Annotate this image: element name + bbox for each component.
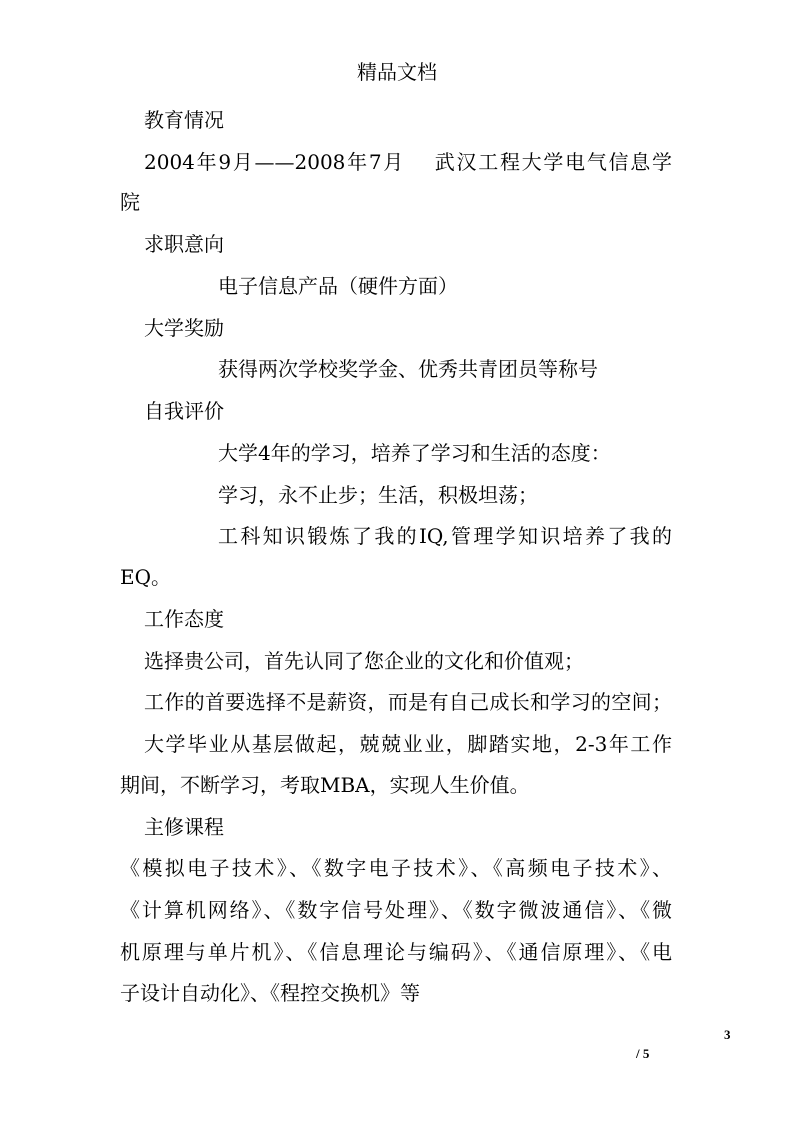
heading-job-intention: 求职意向	[144, 232, 224, 256]
page-total: / 5	[636, 1046, 650, 1061]
awards-text: 获得两次学校奖学金、优秀共青团员等称号	[218, 357, 598, 381]
courses-line-4: 子设计自动化》、《程控交换机》等	[120, 981, 420, 1005]
job-intention-text: 电子信息产品（硬件方面）	[218, 274, 458, 298]
heading-major-courses: 主修课程	[144, 815, 224, 839]
courses-line-2: 《计算机网络》、《数字信号处理》、《数字微波通信》、《微	[120, 898, 672, 922]
self-evaluation-line-3: 工科知识锻炼了我的IQ,管理学知识培养了我的	[218, 524, 672, 548]
self-evaluation-line-3-cont: EQ。	[120, 565, 171, 589]
education-line: 2004年9月——2008年7月 武汉工程大学电气信息学	[144, 150, 672, 174]
courses-line-3: 机原理与单片机》、《信息理论与编码》、《通信原理》、《电	[120, 940, 672, 964]
page-header-title: 精品文档	[357, 60, 437, 84]
work-attitude-line-2: 工作的首要选择不是薪资，而是有自己成长和学习的空间；	[144, 690, 672, 714]
work-attitude-line-1: 选择贵公司，首先认同了您企业的文化和价值观；	[144, 649, 584, 673]
heading-work-attitude: 工作态度	[144, 607, 224, 631]
work-attitude-line-3-cont: 期间，不断学习，考取MBA，实现人生价值。	[120, 773, 530, 797]
work-attitude-line-3: 大学毕业从基层做起，兢兢业业，脚踏实地，2-3年工作	[144, 732, 672, 756]
page-number: 3	[724, 1027, 731, 1042]
education-line-cont: 院	[120, 190, 140, 214]
heading-education: 教育情况	[144, 108, 224, 132]
heading-awards: 大学奖励	[144, 316, 224, 340]
self-evaluation-line-2: 学习，永不止步；生活，积极坦荡；	[218, 483, 538, 507]
courses-line-1: 《模拟电子技术》、《数字电子技术》、《高频电子技术》、	[120, 856, 672, 880]
self-evaluation-line-1: 大学4年的学习，培养了学习和生活的态度：	[218, 441, 611, 465]
heading-self-evaluation: 自我评价	[144, 399, 224, 423]
